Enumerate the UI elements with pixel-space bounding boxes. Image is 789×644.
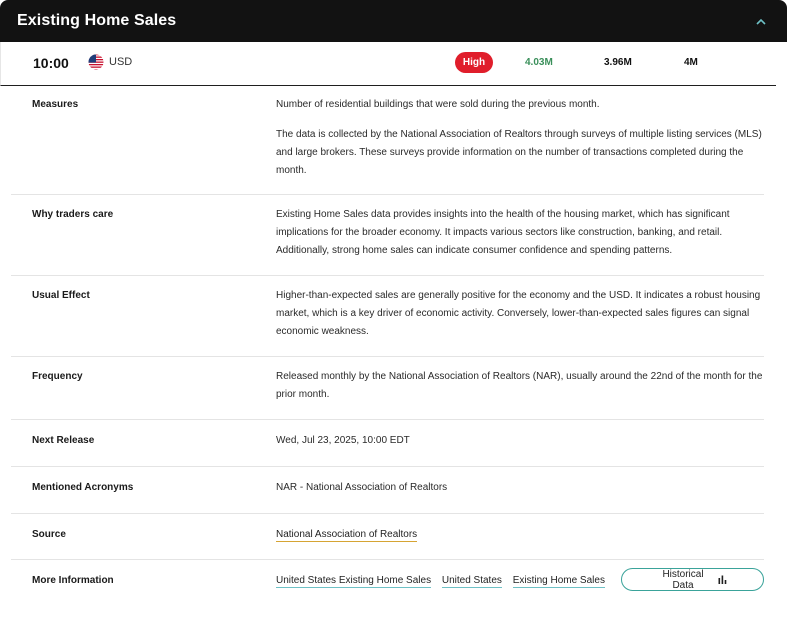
event-details [11,86,764,597]
detail-text: Number of residential buildings that were sold during the previous month. [276,99,600,110]
detail-row-acronyms [11,467,764,514]
detail-value: Wed, Jul 23, 2025, 10:00 EDT [276,435,410,446]
detail-text: The data is collected by the National Association of Realtors through surveys of multiple listing services (MLS) and large brokers. These surveys provide information on the number of transactions completed during the month. [276,129,762,176]
detail-label: Next Release [32,435,95,446]
event-currency: USD [109,56,133,68]
detail-row-why-traders-care [11,195,764,276]
source-link[interactable]: National Association of Realtors [276,529,418,540]
forecast-value: 3.96M [604,57,632,68]
historical-data-label: Historical Data [662,568,704,591]
more-info-link[interactable]: Existing Home Sales [512,575,605,586]
detail-value: Released monthly by the National Association of Realtors (NAR), usually around the 22nd of the month for the prior month. [276,371,763,400]
detail-row-source [11,514,764,560]
detail-label: Usual Effect [32,290,90,301]
detail-row-frequency [11,357,764,420]
actual-value: 4.03M [525,57,553,68]
more-info-link[interactable]: United States Existing Home Sales [276,575,432,586]
historical-data-button[interactable] [621,568,764,591]
event-title: Existing Home Sales [17,12,177,29]
detail-label: Mentioned Acronyms [32,482,134,493]
detail-label: Why traders care [32,209,114,220]
detail-row-usual-effect [11,276,764,357]
detail-label: Frequency [32,371,83,382]
previous-value: 4M [684,57,698,68]
impact-badge: High [455,52,493,73]
detail-row-measures [11,86,764,195]
collapse-button[interactable] [751,11,771,31]
event-time: 10:00 [33,55,69,71]
detail-value: Existing Home Sales data provides insights into the health of the housing market, which has significant implications for the broader economy. It impacts various sectors like construction, banking, and retail. Additionally, strong home sales can indicate consumer confidence and spending patterns. [276,209,730,256]
detail-label: Measures [32,99,79,110]
detail-value: NAR - National Association of Realtors [276,482,448,493]
detail-row-next-release [11,420,764,467]
detail-value: Higher-than-expected sales are generally positive for the economy and the USD. It indicates a robust housing market, which is a key driver of economic activity. Conversely, lower-than-expected sales figures can signal economic weakness. [276,290,761,337]
detail-label: More Information [32,575,114,586]
chevron-up-icon [756,18,766,25]
event-header [0,0,787,42]
more-info-links [276,572,613,590]
detail-value [276,96,764,180]
detail-row-more-information [11,560,764,597]
detail-value [276,568,764,591]
detail-label: Source [32,529,66,540]
event-summary-row [0,42,776,86]
us-flag-icon [88,54,104,70]
detail-value [276,526,764,544]
more-info-link[interactable]: United States [441,575,502,586]
bar-chart-icon [718,575,727,584]
